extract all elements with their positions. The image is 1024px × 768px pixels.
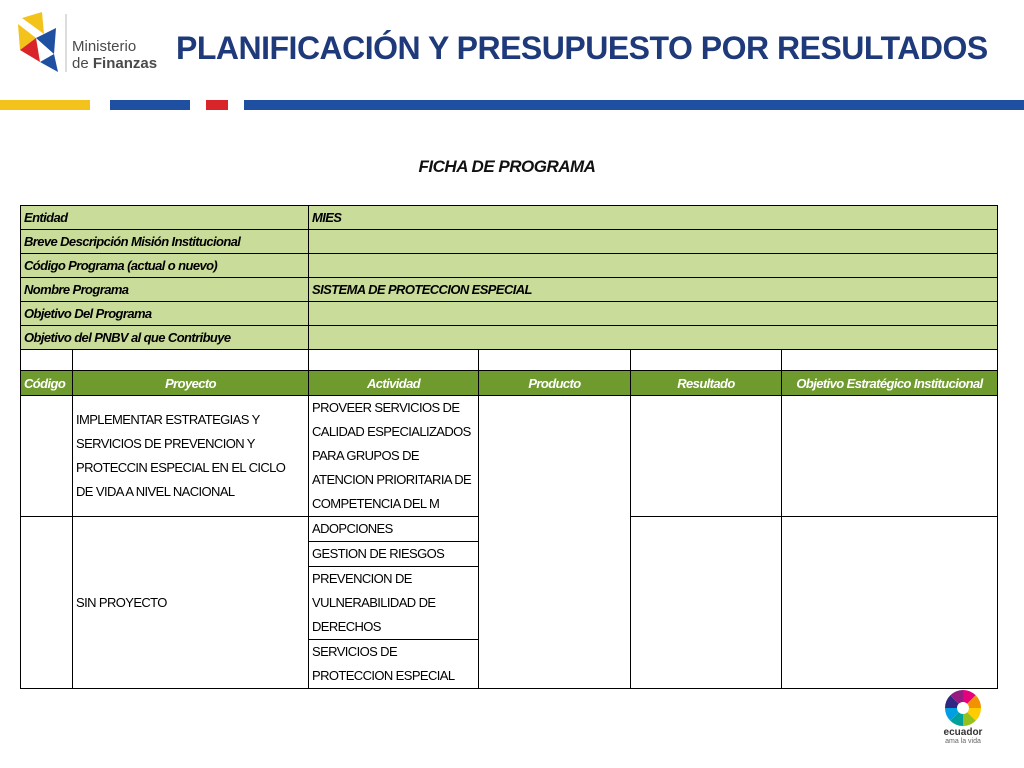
info-row bbox=[21, 254, 998, 278]
logo-line1: Ministerio bbox=[72, 38, 137, 55]
info-value bbox=[309, 230, 998, 254]
col-header-resultado: Resultado bbox=[631, 371, 782, 396]
ficha-title: FICHA DE PROGRAMA bbox=[418, 157, 596, 176]
info-row bbox=[21, 302, 998, 326]
spacer-cell bbox=[479, 350, 631, 371]
objetivo-cell bbox=[782, 517, 998, 689]
spacer-cell bbox=[309, 350, 479, 371]
page-title: PLANIFICACIÓN Y PRESUPUESTO POR RESULTADOS bbox=[176, 30, 988, 66]
spacer-cell bbox=[631, 350, 782, 371]
info-row bbox=[21, 206, 998, 230]
info-label: Nombre Programa bbox=[21, 278, 309, 302]
codigo-cell bbox=[21, 517, 73, 689]
logo-line2: de Finanzas bbox=[72, 55, 158, 72]
stripe-blue bbox=[110, 100, 190, 110]
info-label: Breve Descripción Misión Institucional bbox=[21, 230, 309, 254]
info-row bbox=[21, 230, 998, 254]
actividad-cell: PREVENCION DE VULNERABILIDAD DE DERECHOS bbox=[309, 567, 479, 640]
ecuador-tagline: ama la vida bbox=[945, 738, 981, 745]
logo-wordmark bbox=[72, 38, 157, 72]
ficha-table bbox=[20, 205, 998, 689]
col-header-actividad: Actividad bbox=[309, 371, 479, 396]
info-row bbox=[21, 326, 998, 350]
info-value bbox=[309, 326, 998, 350]
stripe-blue-long bbox=[244, 100, 1024, 110]
col-header-codigo: Código bbox=[21, 371, 73, 396]
ecuador-wordmark bbox=[941, 728, 985, 746]
codigo-cell bbox=[21, 396, 73, 517]
actividad-cell: PROVEER SERVICIOS DE CALIDAD ESPECIALIZADOS PARA GRUPOS DE ATENCION PRIORITARIA DE COMPETENCIA DEL M bbox=[309, 396, 479, 517]
proyecto-cell: IMPLEMENTAR ESTRATEGIAS Y SERVICIOS DE PREVENCION Y PROTECCIN ESPECIAL EN EL CICLO DE VIDA A NIVEL NACIONAL bbox=[73, 396, 309, 517]
producto-cell bbox=[479, 396, 631, 689]
actividad-cell: ADOPCIONES bbox=[309, 517, 479, 542]
actividad-cell: SERVICIOS DE PROTECCION ESPECIAL bbox=[309, 640, 479, 689]
resultado-cell bbox=[631, 517, 782, 689]
info-row bbox=[21, 278, 998, 302]
col-header-producto: Producto bbox=[479, 371, 631, 396]
ecuador-word: ecuador bbox=[943, 727, 983, 738]
objetivo-cell bbox=[782, 396, 998, 517]
info-value: SISTEMA DE PROTECCION ESPECIAL bbox=[309, 278, 998, 302]
info-value: MIES bbox=[309, 206, 998, 230]
info-label: Entidad bbox=[21, 206, 309, 230]
spacer-cell bbox=[21, 350, 73, 371]
resultado-cell bbox=[631, 396, 782, 517]
proyecto-cell: SIN PROYECTO bbox=[73, 517, 309, 689]
spacer-cell bbox=[73, 350, 309, 371]
actividad-cell: GESTION DE RIESGOS bbox=[309, 542, 479, 567]
col-header-proyecto: Proyecto bbox=[73, 371, 309, 396]
col-header-objetivo: Objetivo Estratégico Institucional bbox=[782, 371, 998, 396]
stripe-yellow bbox=[0, 100, 90, 110]
info-label: Objetivo del PNBV al que Contribuye bbox=[21, 326, 309, 350]
spacer-cell bbox=[782, 350, 998, 371]
info-value bbox=[309, 254, 998, 278]
info-label: Objetivo Del Programa bbox=[21, 302, 309, 326]
table-row bbox=[21, 396, 998, 517]
spacer-row bbox=[21, 350, 998, 371]
header-stripes bbox=[0, 100, 1024, 110]
info-value bbox=[309, 302, 998, 326]
stripe-red bbox=[206, 100, 228, 110]
info-label: Código Programa (actual o nuevo) bbox=[21, 254, 309, 278]
column-header-row bbox=[21, 371, 998, 396]
